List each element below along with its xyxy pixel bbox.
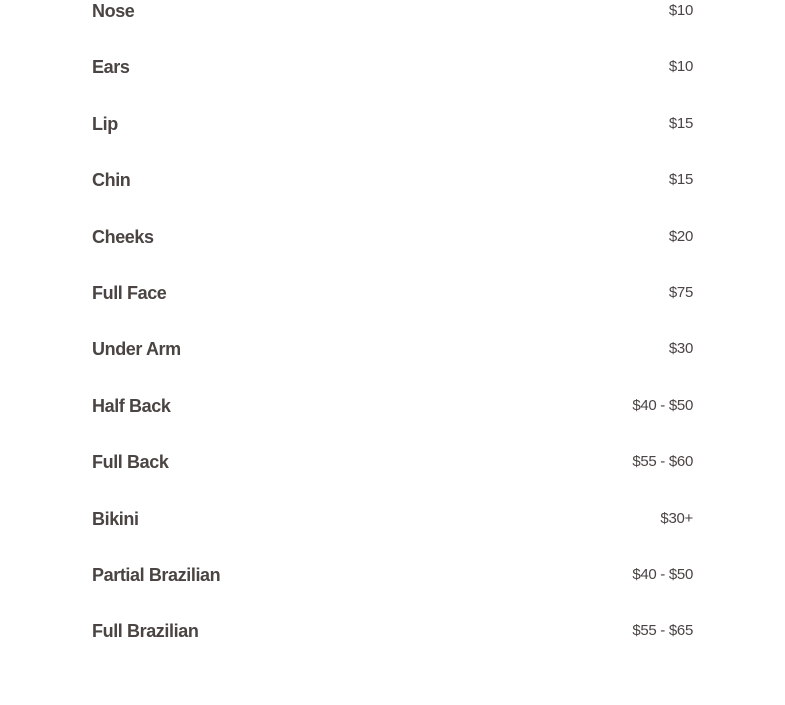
service-name: Nose: [92, 1, 135, 21]
price-row-chin: [92, 156, 693, 212]
service-price: $10: [668, 2, 693, 19]
service-name: Lip: [92, 113, 118, 134]
service-price: $30: [668, 340, 693, 358]
service-name: Full Face: [92, 282, 167, 303]
service-price: $40 - $50: [632, 565, 693, 583]
service-name: Full Brazilian: [92, 621, 199, 642]
price-row-nose: [92, 0, 693, 43]
price-row-full-back: [92, 438, 693, 494]
service-price: $75: [668, 283, 693, 301]
service-name: Chin: [92, 170, 131, 191]
service-price: $30+: [660, 509, 693, 527]
price-list: [92, 0, 693, 664]
service-name: Bikini: [92, 508, 139, 529]
service-price: $10: [668, 58, 693, 76]
service-name: Full Back: [92, 452, 169, 473]
service-name: Cheeks: [92, 226, 154, 247]
price-row-lip: [92, 100, 693, 156]
service-price: $15: [668, 171, 693, 189]
service-price: $15: [668, 114, 693, 132]
service-price: $20: [668, 227, 693, 245]
price-row-full-face: [92, 269, 693, 325]
price-row-ears: [92, 43, 693, 99]
price-row-partial-brazilian: [92, 551, 693, 607]
service-price: $55 - $60: [632, 453, 693, 471]
service-price: $40 - $50: [632, 396, 693, 414]
price-row-under-arm: [92, 325, 693, 381]
service-name: Under Arm: [92, 339, 181, 360]
price-row-cheeks: [92, 213, 693, 269]
service-name: Ears: [92, 57, 130, 78]
service-name: Half Back: [92, 395, 171, 416]
service-name: Partial Brazilian: [92, 564, 221, 585]
service-price: $55 - $65: [632, 622, 693, 640]
price-row-full-brazilian: [92, 607, 693, 663]
price-row-bikini: [92, 495, 693, 551]
price-row-half-back: [92, 382, 693, 438]
